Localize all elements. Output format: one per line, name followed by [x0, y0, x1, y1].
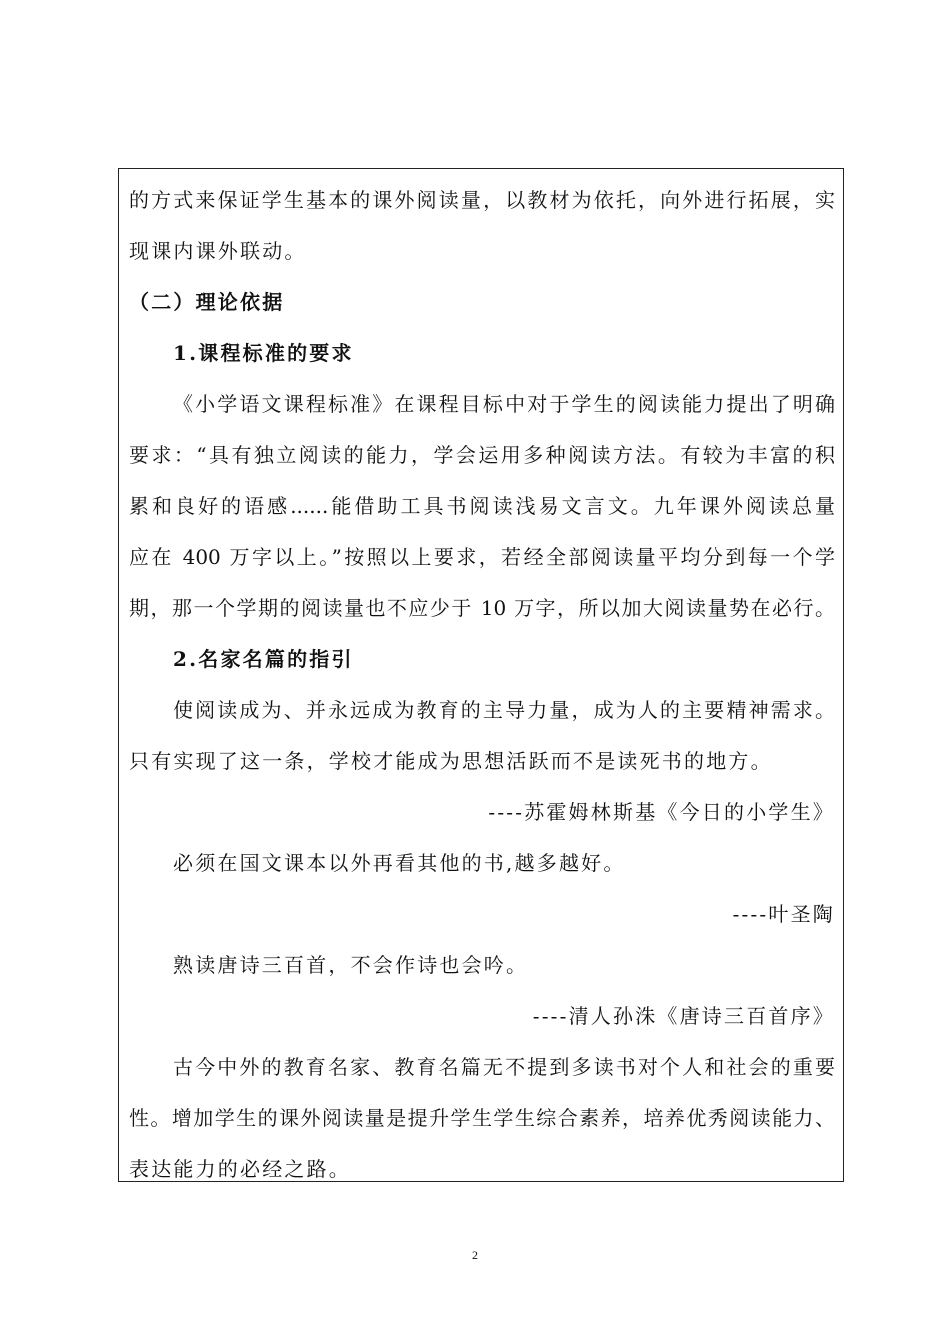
subsection-heading: 2.名家名篇的指引: [173, 647, 354, 671]
document-body: [129, 175, 835, 1195]
section-heading: （二）理论依据: [129, 290, 285, 314]
content-table-cell: [118, 168, 844, 1182]
paragraph-line: 古今中外的教育名家、教育名篇无不提到多读书对个人和社会的重要: [173, 1055, 835, 1079]
paragraph-line: 要求：“具有独立阅读的能力，学会运用多种阅读方法。有较为丰富的积: [129, 443, 835, 467]
paragraph-line: 期，那一个学期的阅读量也不应少于 10 万字，所以加大阅读量势在必行。: [129, 596, 835, 620]
quote-line: 熟读唐诗三百首，不会作诗也会吟。: [173, 953, 529, 977]
paragraph-line: 《小学语文课程标准》在课程目标中对于学生的阅读能力提出了明确: [173, 392, 835, 416]
subsection-heading: 1.课程标准的要求: [173, 341, 354, 365]
quote-line: 使阅读成为、并永远成为教育的主导力量，成为人的主要精神需求。: [173, 698, 835, 722]
quote-attribution: ----苏霍姆林斯基《今日的小学生》: [488, 800, 835, 824]
quote-attribution: ----叶圣陶: [732, 902, 835, 926]
paragraph-line: 表达能力的必经之路。: [129, 1157, 351, 1181]
paragraph-line: 应在 400 万字以上。”按照以上要求，若经全部阅读量平均分到每一个学: [129, 545, 835, 569]
paragraph-line: 累和良好的语感......能借助工具书阅读浅易文言文。九年课外阅读总量: [129, 494, 835, 518]
paragraph-line: 的方式来保证学生基本的课外阅读量，以教材为依托，向外进行拓展，实: [129, 188, 835, 212]
quote-attribution: ----清人孙洙《唐诗三百首序》: [532, 1004, 835, 1028]
paragraph-line: 性。增加学生的课外阅读量是提升学生学生综合素养，培养优秀阅读能力、: [129, 1106, 835, 1130]
page-number: 2: [472, 1248, 478, 1262]
quote-line: 只有实现了这一条，学校才能成为思想活跃而不是读死书的地方。: [129, 749, 773, 773]
paragraph-line: 现课内课外联动。: [129, 239, 307, 263]
quote-line: 必须在国文课本以外再看其他的书,越多越好。: [173, 851, 626, 875]
